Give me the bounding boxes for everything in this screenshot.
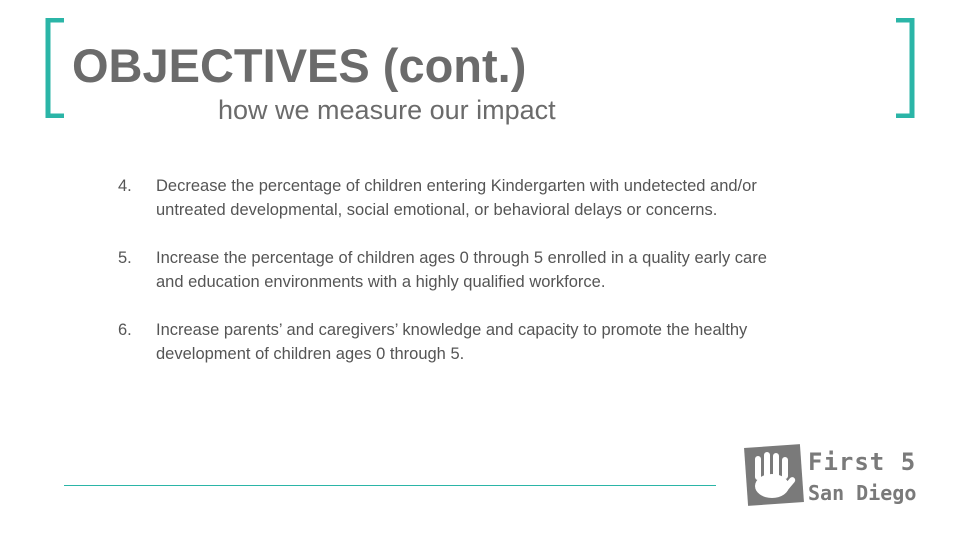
list-item (118, 318, 798, 366)
list-item (118, 246, 798, 294)
footer-divider (64, 485, 716, 486)
objective-number: 5. (118, 249, 132, 267)
objective-text: Increase parents’ and caregivers’ knowledge and capacity to promote the healthy development of children ages 0 through 5. (156, 321, 748, 363)
objective-text: Decrease the percentage of children entering Kindergarten with undetected and/or untreated developmental, social emotional, or behavioral delays or concerns. (156, 177, 757, 219)
objective-number: 4. (118, 177, 132, 195)
objectives-list (118, 174, 798, 390)
right-bracket-decoration (892, 18, 916, 118)
hand-icon (744, 444, 806, 513)
left-bracket-decoration (44, 18, 68, 118)
logo-line1: First 5 (808, 448, 917, 476)
logo-line2: San Diego (808, 481, 917, 505)
page-title: OBJECTIVES (cont.) (72, 39, 527, 92)
first5-logo (744, 444, 920, 508)
objective-text: Increase the percentage of children ages 0 through 5 enrolled in a quality early care and education environments with a highly qualified workforce. (156, 249, 767, 291)
list-item (118, 174, 798, 222)
objective-number: 6. (118, 321, 132, 339)
page-subtitle: how we measure our impact (218, 95, 556, 125)
